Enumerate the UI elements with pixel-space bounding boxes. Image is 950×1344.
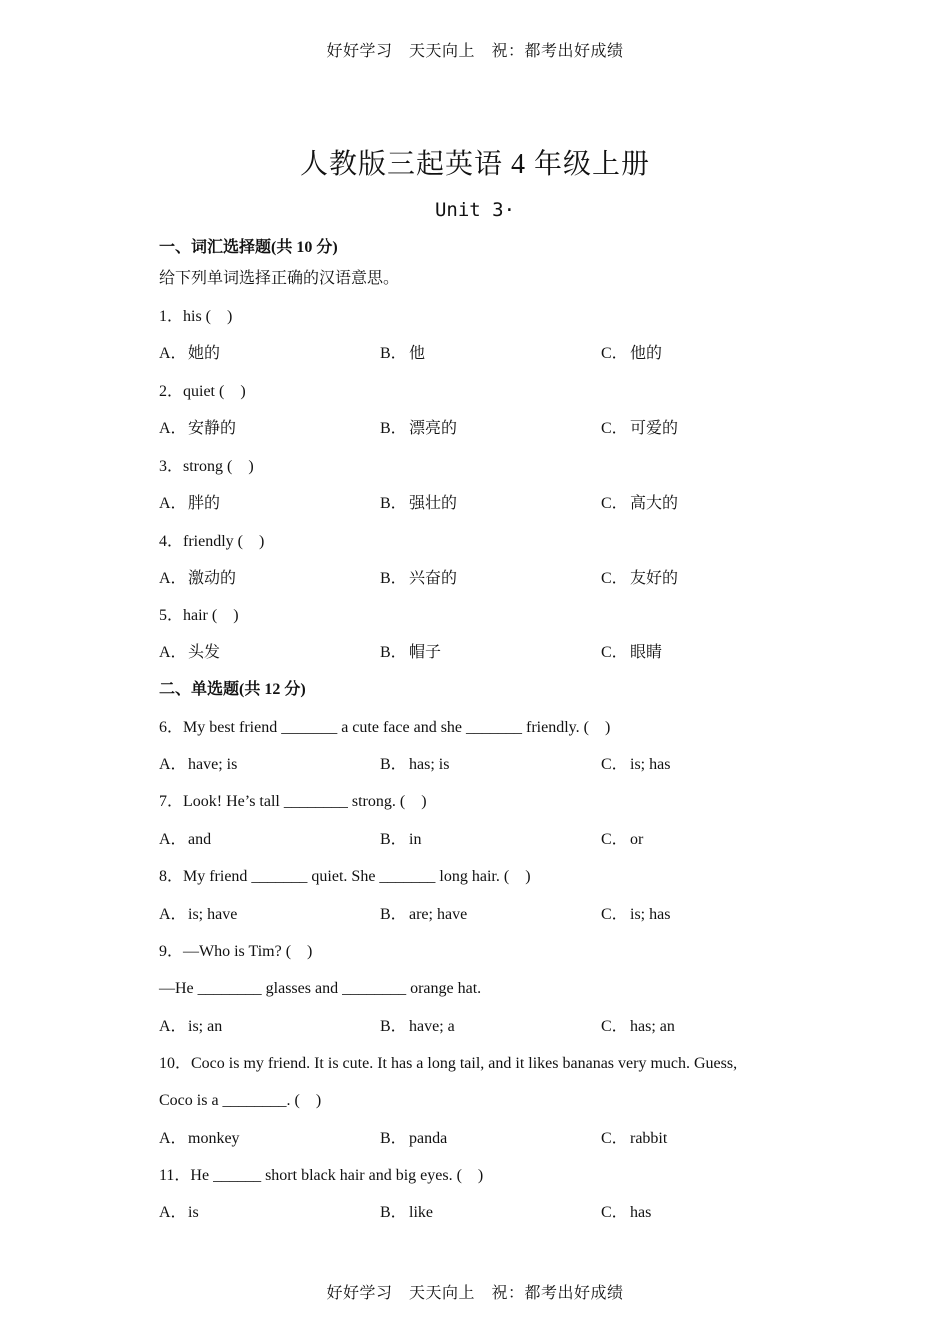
option-text: 胖的	[188, 495, 221, 512]
option-letter: A．	[159, 345, 187, 362]
option-letter: C．	[601, 1204, 628, 1221]
option-a[interactable]	[159, 569, 236, 589]
option-letter: C．	[601, 1018, 628, 1035]
option-letter: B．	[380, 495, 407, 512]
option-text: 兴奋的	[409, 570, 458, 587]
option-text: 他的	[630, 345, 663, 362]
option-letter: A．	[159, 906, 187, 923]
option-text: 眼睛	[630, 644, 663, 661]
option-letter: A．	[159, 1018, 187, 1035]
option-a[interactable]	[159, 1129, 240, 1149]
option-b[interactable]	[380, 344, 425, 364]
page-footer: 好好学习 天天向上 祝：都考出好成绩	[326, 1285, 624, 1302]
option-text: have; a	[409, 1018, 455, 1035]
option-c[interactable]	[601, 905, 670, 925]
option-c[interactable]	[601, 419, 678, 439]
option-letter: C．	[601, 831, 628, 848]
option-b[interactable]	[380, 494, 457, 514]
option-b[interactable]	[380, 569, 457, 589]
question-stem: 6．My best friend _______ a cute face and she _______ friendly. ( )	[159, 719, 611, 736]
option-text: has; is	[409, 756, 450, 773]
option-letter: A．	[159, 756, 187, 773]
option-text: has	[630, 1204, 652, 1221]
option-letter: A．	[159, 831, 187, 848]
option-a[interactable]	[159, 1203, 199, 1223]
option-letter: B．	[380, 420, 407, 437]
option-text: has; an	[630, 1018, 675, 1035]
section-heading-single-choice: 二、单选题(共 12 分)	[159, 681, 306, 698]
option-text: 他	[409, 345, 426, 362]
option-text: like	[409, 1204, 433, 1221]
option-c[interactable]	[601, 830, 643, 850]
option-letter: C．	[601, 570, 628, 587]
option-text: is; has	[630, 906, 671, 923]
option-letter: C．	[601, 420, 628, 437]
option-letter: B．	[380, 756, 407, 773]
option-letter: C．	[601, 756, 628, 773]
option-text: 高大的	[630, 495, 679, 512]
option-a[interactable]	[159, 905, 237, 925]
option-letter: B．	[380, 644, 407, 661]
option-b[interactable]	[380, 419, 457, 439]
option-text: 她的	[188, 345, 221, 362]
option-text: is; have	[188, 906, 238, 923]
option-b[interactable]	[380, 1017, 455, 1037]
option-text: in	[409, 831, 422, 848]
option-a[interactable]	[159, 643, 220, 663]
option-letter: B．	[380, 831, 407, 848]
option-letter: B．	[380, 570, 407, 587]
option-letter: C．	[601, 345, 628, 362]
option-b[interactable]	[380, 1129, 447, 1149]
option-a[interactable]	[159, 494, 220, 514]
option-letter: A．	[159, 495, 187, 512]
option-c[interactable]	[601, 494, 678, 514]
option-text: monkey	[188, 1130, 240, 1147]
question-stem: 2．quiet ( )	[159, 383, 246, 400]
option-c[interactable]	[601, 1129, 667, 1149]
section-instruction: 给下列单词选择正确的汉语意思。	[159, 270, 400, 287]
option-a[interactable]	[159, 419, 236, 439]
question-stem: 4．friendly ( )	[159, 533, 265, 550]
option-a[interactable]	[159, 830, 211, 850]
document-subtitle: Unit 3·	[434, 199, 516, 221]
option-c[interactable]	[601, 344, 662, 364]
option-letter: C．	[601, 906, 628, 923]
option-text: is; has	[630, 756, 671, 773]
option-b[interactable]	[380, 643, 441, 663]
option-letter: A．	[159, 1130, 187, 1147]
option-text: 友好的	[630, 570, 679, 587]
question-stem: 11．He ______ short black hair and big eyes. ( )	[159, 1167, 484, 1184]
option-text: 可爱的	[630, 420, 679, 437]
section-heading-vocabulary: 一、词汇选择题(共 10 分)	[159, 239, 338, 256]
option-b[interactable]	[380, 905, 467, 925]
option-c[interactable]	[601, 755, 670, 775]
question-stem: 5．hair ( )	[159, 607, 239, 624]
option-letter: B．	[380, 1204, 407, 1221]
option-letter: B．	[380, 1018, 407, 1035]
page-header: 好好学习 天天向上 祝：都考出好成绩	[326, 43, 624, 60]
option-text: 安静的	[188, 420, 237, 437]
option-letter: B．	[380, 345, 407, 362]
option-a[interactable]	[159, 344, 220, 364]
option-letter: C．	[601, 495, 628, 512]
option-text: is	[188, 1204, 199, 1221]
option-letter: A．	[159, 570, 187, 587]
option-text: or	[630, 831, 644, 848]
question-stem: 9．—Who is Tim? ( )	[159, 943, 313, 960]
option-letter: B．	[380, 906, 407, 923]
question-stem: 1．his ( )	[159, 308, 233, 325]
option-text: 漂亮的	[409, 420, 458, 437]
option-c[interactable]	[601, 643, 662, 663]
option-text: 激动的	[188, 570, 237, 587]
question-stem-continued: —He ________ glasses and ________ orange hat.	[159, 980, 482, 997]
option-c[interactable]	[601, 1203, 651, 1223]
option-b[interactable]	[380, 755, 449, 775]
option-a[interactable]	[159, 755, 237, 775]
option-b[interactable]	[380, 1203, 433, 1223]
option-a[interactable]	[159, 1017, 222, 1037]
option-text: 帽子	[409, 644, 442, 661]
question-stem: 7．Look! He’s tall ________ strong. ( )	[159, 793, 427, 810]
document-title: 人教版三起英语 4 年级上册	[299, 149, 650, 180]
option-text: 头发	[188, 644, 221, 661]
option-text: are; have	[409, 906, 468, 923]
option-text: and	[188, 831, 212, 848]
option-letter: B．	[380, 1130, 407, 1147]
option-text: is; an	[188, 1018, 223, 1035]
option-letter: A．	[159, 420, 187, 437]
option-letter: C．	[601, 1130, 628, 1147]
option-letter: C．	[601, 644, 628, 661]
option-text: panda	[409, 1130, 448, 1147]
option-text: 强壮的	[409, 495, 458, 512]
option-letter: A．	[159, 1204, 187, 1221]
option-letter: A．	[159, 644, 187, 661]
question-stem: 10．Coco is my friend. It is cute. It has a long tail, and it likes bananas very much. Guess,	[159, 1055, 738, 1072]
option-c[interactable]	[601, 1017, 675, 1037]
question-stem-continued: Coco is a ________. ( )	[159, 1092, 322, 1109]
question-stem: 3．strong ( )	[159, 458, 254, 475]
option-c[interactable]	[601, 569, 678, 589]
question-stem: 8．My friend _______ quiet. She _______ long hair. ( )	[159, 868, 531, 885]
option-b[interactable]	[380, 830, 421, 850]
option-text: have; is	[188, 756, 238, 773]
option-text: rabbit	[630, 1130, 668, 1147]
